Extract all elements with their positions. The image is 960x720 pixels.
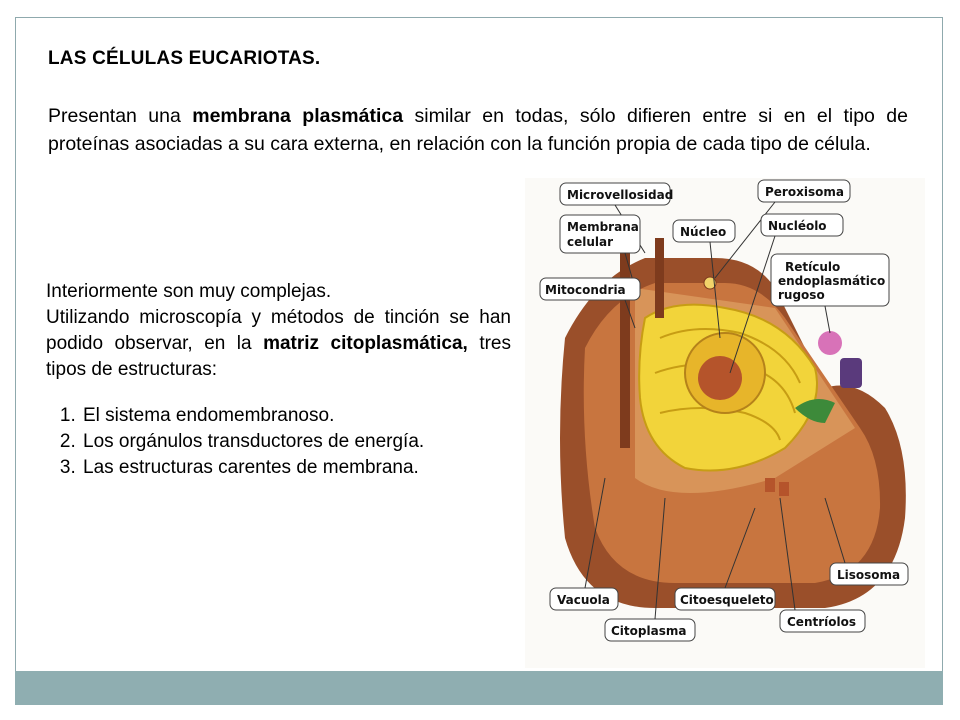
- body-line-2-prefix: Utilizando microscopía y métodos de tinción se han podido observar, en la: [46, 307, 511, 354]
- body-text: [46, 279, 511, 481]
- slide-title: LAS CÉLULAS EUCARIOTAS.: [48, 48, 321, 69]
- list-item: 2. Los orgánulos transductores de energía.: [81, 429, 511, 455]
- svg-text:Vacuola: Vacuola: [557, 593, 610, 607]
- list-item: 3. Las estructuras carentes de membrana.: [81, 455, 511, 481]
- eukaryotic-cell-illustration: [525, 178, 925, 668]
- body-line-2: [46, 305, 511, 383]
- svg-text:Mitocondria: Mitocondria: [545, 283, 626, 297]
- svg-text:Nucléolo: Nucléolo: [768, 219, 827, 233]
- svg-text:Lisosoma: Lisosoma: [837, 568, 901, 582]
- svg-text:Citoesqueleto: Citoesqueleto: [680, 593, 774, 607]
- intro-prefix: Presentan una: [48, 105, 193, 127]
- intro-suffix: similar en todas, sólo difieren entre si en el tipo de proteínas asociadas a su cara externa, en relación con la función propia de cada tipo de célula.: [48, 105, 908, 155]
- body-line-2-bold: matriz citoplasmática,: [263, 333, 468, 354]
- intro-paragraph: [48, 102, 908, 158]
- svg-text:Membrana: Membrana: [567, 220, 639, 234]
- body-line-2-suffix: tres tipos de estructuras:: [46, 333, 511, 380]
- svg-text:Centríolos: Centríolos: [787, 615, 856, 629]
- svg-text:rugoso: rugoso: [778, 288, 825, 302]
- footer-bar: [15, 671, 943, 705]
- svg-text:Núcleo: Núcleo: [680, 225, 727, 239]
- svg-text:endoplasmático: endoplasmático: [778, 274, 886, 288]
- svg-text:Retículo: Retículo: [785, 260, 841, 274]
- intro-bold-term: membrana plasmática: [192, 105, 404, 127]
- svg-text:Citoplasma: Citoplasma: [611, 624, 687, 638]
- list-item: 1. El sistema endomembranoso.: [81, 403, 511, 429]
- body-line-1: Interiormente son muy complejas.: [46, 281, 332, 302]
- svg-text:Peroxisoma: Peroxisoma: [765, 185, 844, 199]
- svg-text:Microvellosidad: Microvellosidad: [567, 188, 674, 202]
- structures-list: [46, 403, 511, 481]
- svg-text:celular: celular: [567, 235, 614, 249]
